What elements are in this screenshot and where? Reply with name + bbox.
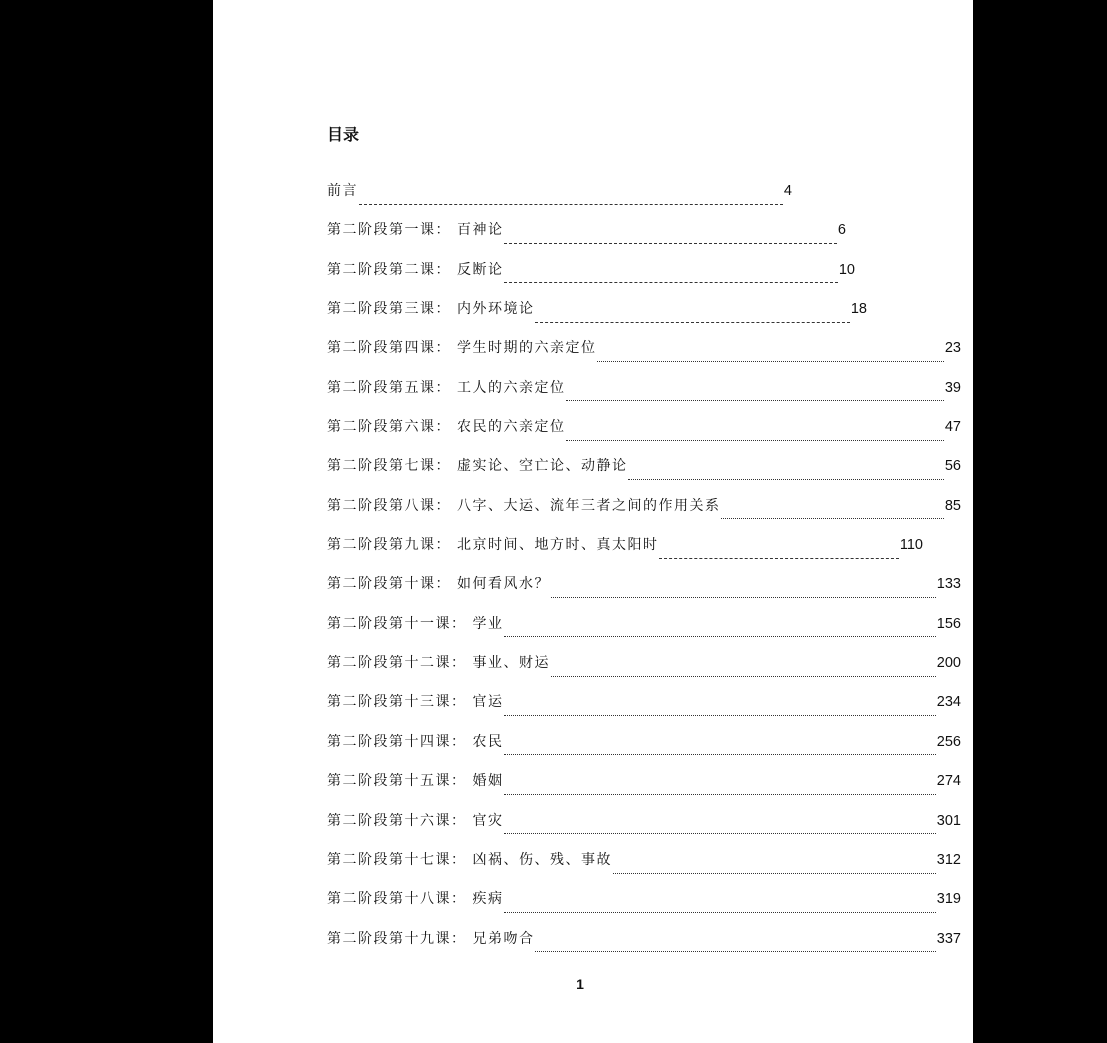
toc-entry-label: 第二阶段第二课： 反断论 [327,261,504,278]
toc-entry-label: 第二阶段第十二课： 事业、财运 [327,655,550,672]
toc-leader [535,321,849,323]
toc-entry-page: 85 [944,497,961,514]
toc-leader [551,675,936,677]
toc-entry[interactable] [327,770,961,809]
toc-entry-page: 256 [936,733,961,750]
toc-leader [566,399,943,401]
toc-entry[interactable] [327,573,961,612]
toc-entry-page: 200 [936,655,961,672]
toc-entry[interactable] [327,731,961,770]
toc-entry[interactable] [327,337,961,376]
toc-leader [721,517,943,519]
toc-entry[interactable] [327,416,961,455]
toc-leader [504,281,837,283]
toc-entry-label: 第二阶段第十一课： 学业 [327,615,504,632]
toc-entry[interactable] [327,652,961,691]
toc-leader [504,793,935,795]
page-number: 1 [576,976,584,992]
toc-leader [597,360,943,362]
toc-entry-page: 319 [936,891,961,908]
toc-entry-label: 前言 [327,183,358,199]
toc-entry-label: 第二阶段第九课： 北京时间、地方时、真太阳时 [327,537,659,554]
toc-leader [504,714,935,716]
toc-leader [359,203,783,205]
toc-entry[interactable] [327,928,961,967]
toc-leader [504,635,935,637]
toc-leader [613,872,936,874]
toc-entry-page: 4 [783,183,792,199]
toc-entry-page: 56 [944,458,961,475]
toc-entry-label: 第二阶段第四课： 学生时期的六亲定位 [327,340,597,357]
toc-leader [504,911,935,913]
toc-entry-page: 301 [936,812,961,829]
toc-entry-label: 第二阶段第七课： 虚实论、空亡论、动静论 [327,458,628,475]
toc-entry[interactable] [327,377,961,416]
toc-entry-label: 第二阶段第十八课： 疾病 [327,891,504,908]
toc-entry-label: 第二阶段第十三课： 官运 [327,694,504,711]
toc-entry-label: 第二阶段第十六课： 官灾 [327,812,504,829]
toc-entry-page: 110 [899,537,923,554]
toc-leader [659,557,898,559]
toc-entry[interactable] [327,455,961,494]
toc-entry-page: 234 [936,694,961,711]
toc-entry-label: 第二阶段第十七课： 凶祸、伤、残、事故 [327,851,612,868]
toc-entry-page: 18 [850,301,867,318]
document-page [213,0,973,1043]
toc-entry[interactable] [327,495,961,534]
toc-leader [504,753,935,755]
toc-entry[interactable] [327,259,855,298]
toc-entry-label: 第二阶段第一课： 百神论 [327,222,504,239]
toc-entry-label: 第二阶段第十五课： 婚姻 [327,773,504,790]
toc-entry-page: 133 [936,576,961,593]
toc-entry[interactable] [327,888,961,927]
toc-entry-label: 第二阶段第五课： 工人的六亲定位 [327,379,566,396]
toc-entry-label: 第二阶段第八课： 八字、大运、流年三者之间的作用关系 [327,497,721,514]
toc-entry-page: 23 [944,340,961,357]
toc-entry-page: 156 [936,615,961,632]
toc-entry[interactable] [327,849,961,888]
toc-entry[interactable] [327,298,867,337]
toc-entry[interactable] [327,691,961,730]
toc-entry[interactable] [327,534,923,573]
toc-entry-label: 第二阶段第六课： 农民的六亲定位 [327,419,566,436]
toc-entry[interactable] [327,219,846,258]
toc-entry-label: 第二阶段第三课： 内外环境论 [327,301,535,318]
toc-entry[interactable] [327,810,961,849]
toc-entry-page: 274 [936,773,961,790]
toc-leader [504,832,935,834]
toc-entry[interactable] [327,613,961,652]
table-of-contents [327,180,961,967]
toc-entry-label: 第二阶段第十课： 如何看风水？ [327,576,550,593]
toc-leader [535,950,935,952]
toc-entry-page: 39 [944,379,961,396]
toc-entry-page: 6 [837,222,846,239]
toc-entry-label: 第二阶段第十四课： 农民 [327,733,504,750]
toc-entry-page: 312 [936,851,961,868]
toc-entry-page: 337 [936,930,961,947]
toc-entry[interactable] [327,180,792,219]
toc-title: 目录 [327,125,360,144]
toc-leader [504,242,836,244]
toc-entry-page: 10 [838,261,855,278]
toc-leader [551,596,936,598]
toc-leader [566,439,943,441]
toc-entry-label: 第二阶段第十九课： 兄弟吻合 [327,930,535,947]
toc-entry-page: 47 [944,419,961,436]
toc-leader [628,478,943,480]
